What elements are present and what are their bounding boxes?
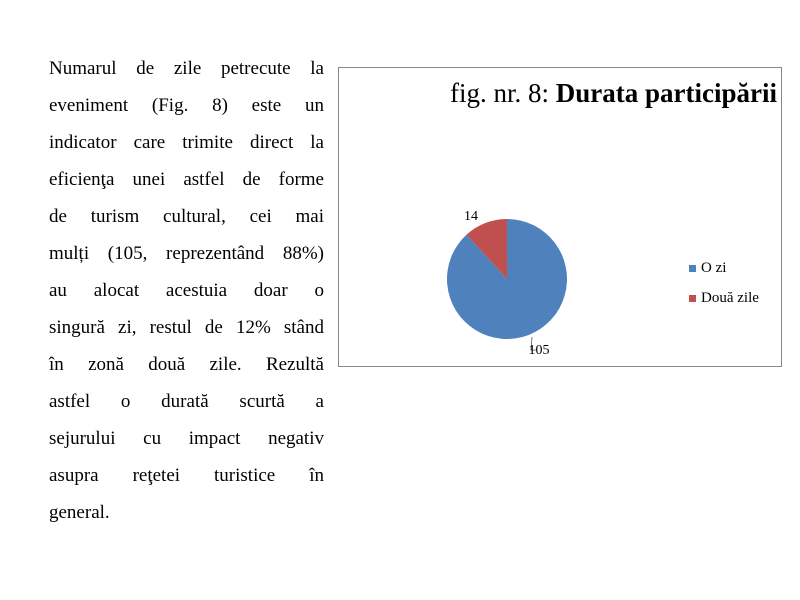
pie-plot xyxy=(339,68,783,368)
paragraph-line: au alocat acestuia doar o xyxy=(49,280,324,301)
chart-title-prefix: fig. nr. 8: xyxy=(450,78,556,108)
paragraph-line: singură zi, restul de 12% stând xyxy=(49,317,324,338)
paragraph-line: astfel o durată scurtă a xyxy=(49,391,324,412)
paragraph-line: de turism cultural, cei mai xyxy=(49,206,324,227)
paragraph-line: indicator care trimite direct la xyxy=(49,132,324,153)
paragraph-line: eveniment (Fig. 8) este un xyxy=(49,95,324,116)
paragraph-line: general. xyxy=(49,502,110,523)
paragraph-line: asupra reţetei turistice în xyxy=(49,465,324,486)
legend-swatch xyxy=(689,295,696,302)
paragraph-line: Numarul de zile petrecute la xyxy=(49,58,324,79)
pie-chart xyxy=(338,67,782,367)
chart-title-main: Durata participării xyxy=(555,78,777,108)
paragraph-line: sejurului cu impact negativ xyxy=(49,428,324,449)
paragraph-line: eficienţa unei astfel de forme xyxy=(49,169,324,190)
data-label: 105 xyxy=(528,343,550,358)
legend-label: Două zile xyxy=(701,289,759,306)
legend-item xyxy=(689,260,759,276)
legend-item xyxy=(689,290,759,306)
paragraph-line: mulți (105, reprezentând 88%) xyxy=(49,243,324,264)
legend-label: O zi xyxy=(701,259,727,276)
chart-legend xyxy=(689,260,759,320)
data-label: 14 xyxy=(464,209,478,224)
description-paragraph xyxy=(49,50,324,531)
legend-swatch xyxy=(689,265,696,272)
paragraph-line: în zonă două zile. Rezultă xyxy=(49,354,324,375)
